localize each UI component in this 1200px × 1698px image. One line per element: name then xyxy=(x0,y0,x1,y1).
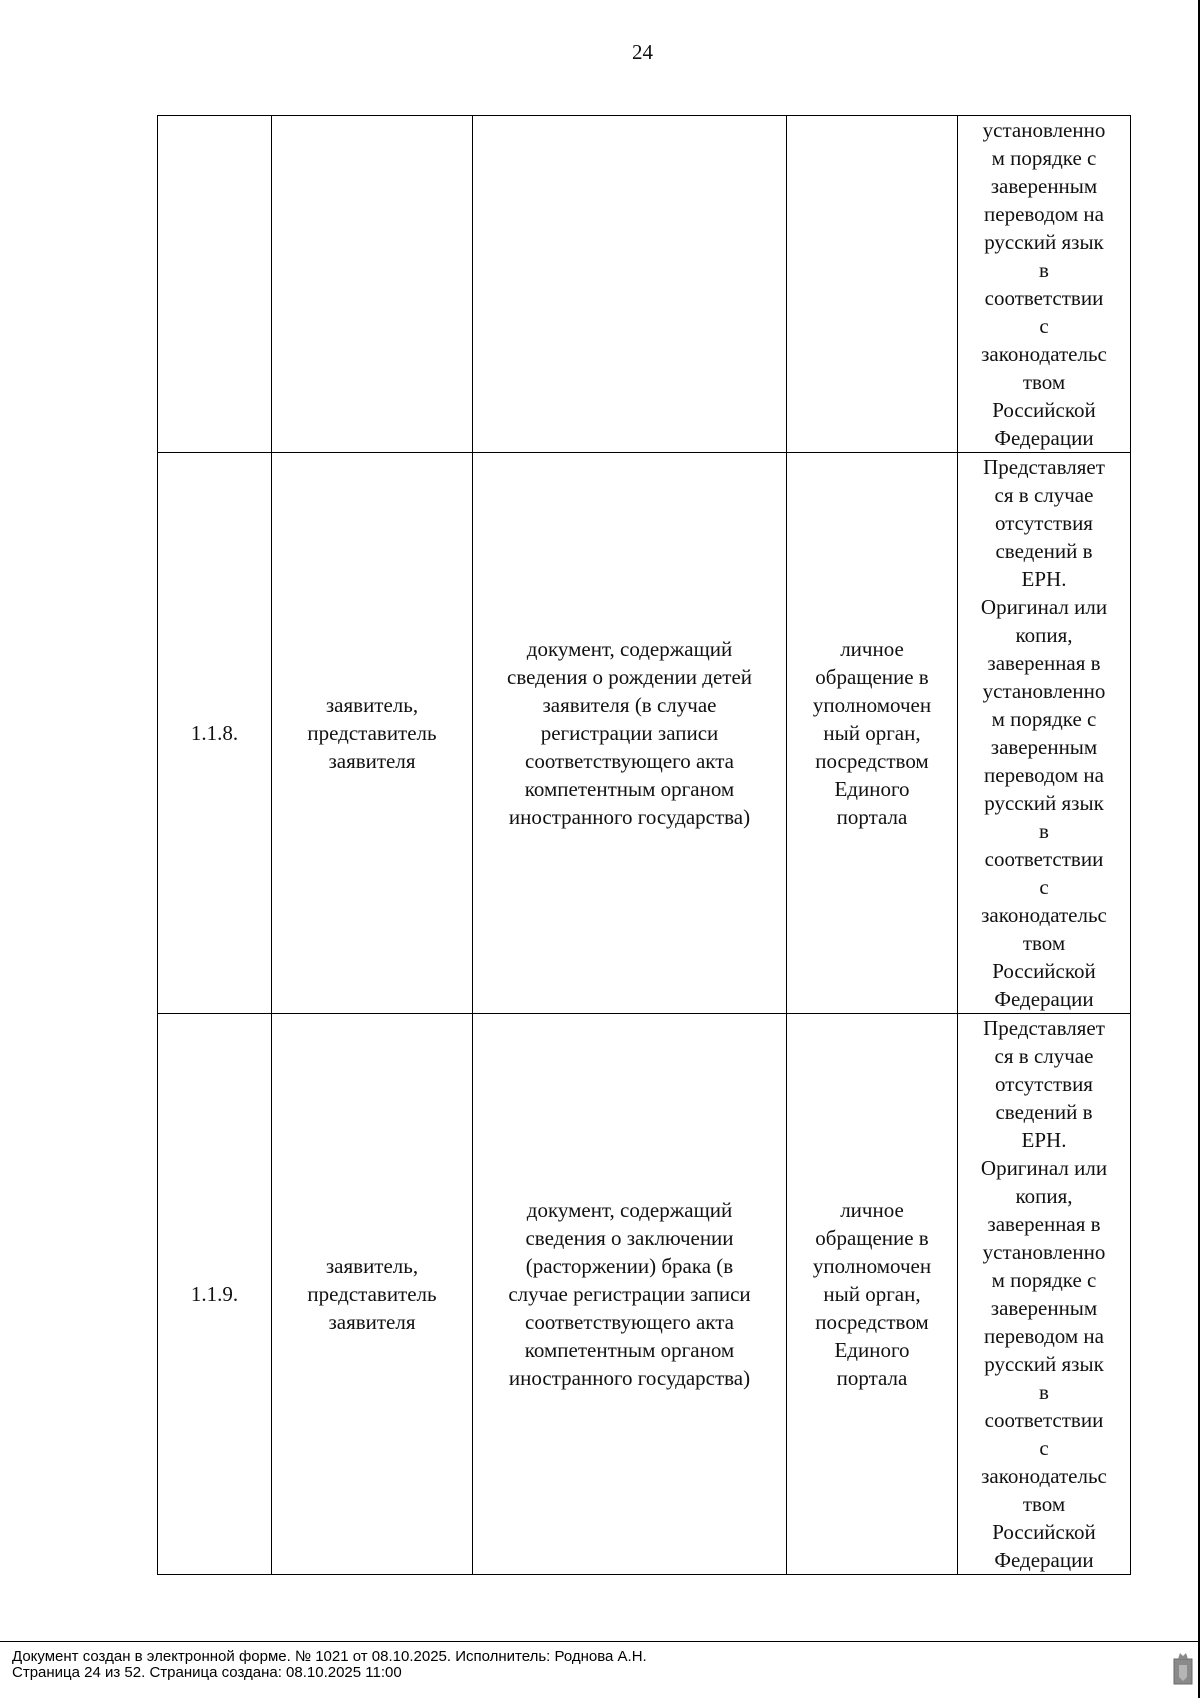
submission-method-cell xyxy=(787,116,958,453)
cell-line: заверенным xyxy=(990,735,1098,759)
cell-line: копия, xyxy=(1015,623,1073,647)
cell-line: законодательс xyxy=(981,342,1107,366)
cell-line: Представляет xyxy=(983,455,1105,479)
cell-line: Единого xyxy=(834,777,910,801)
applicant-cell xyxy=(272,1014,473,1575)
cell-line: заявителя xyxy=(328,749,416,773)
cell-line: заявитель, xyxy=(325,1254,419,1278)
applicant-cell xyxy=(272,116,473,453)
cell-line: соответствующего акта xyxy=(525,749,734,773)
applicant-text xyxy=(307,691,436,775)
cell-line: заверенная в xyxy=(987,651,1101,675)
row-number-cell xyxy=(158,453,272,1014)
submission-method-cell xyxy=(787,453,958,1014)
document-cell xyxy=(473,1014,787,1575)
cell-line: Федерации xyxy=(994,1548,1094,1572)
cell-line: уполномочен xyxy=(812,693,932,717)
cell-line: м порядке с xyxy=(991,1268,1097,1292)
cell-line: установленно xyxy=(982,679,1106,703)
cell-line: Единого xyxy=(834,1338,910,1362)
cell-line: соответствии xyxy=(984,1408,1104,1432)
cell-line: соответствии xyxy=(984,847,1104,871)
cell-line: заявителя (в случае xyxy=(542,693,717,717)
note-cell xyxy=(958,1014,1131,1575)
cell-line: (расторжении) брака (в xyxy=(525,1254,734,1278)
cell-line: иностранного государства) xyxy=(508,1366,751,1390)
cell-line: портала xyxy=(836,805,908,829)
footer-divider xyxy=(0,1641,1198,1642)
note-text xyxy=(981,453,1107,1013)
cell-line: копия, xyxy=(1015,1184,1073,1208)
cell-line: уполномочен xyxy=(812,1254,932,1278)
applicant-cell xyxy=(272,453,473,1014)
cell-line: законодательс xyxy=(981,1464,1107,1488)
footer xyxy=(12,1649,647,1681)
row-number: 1.1.9. xyxy=(190,1282,239,1306)
cell-line: заверенная в xyxy=(987,1212,1101,1236)
cell-line: Российской xyxy=(992,398,1096,422)
cell-line: ный орган, xyxy=(823,721,921,745)
cell-line: сведения о рождении детей xyxy=(507,665,752,689)
cell-line: переводом на xyxy=(984,763,1104,787)
table-row xyxy=(158,453,1131,1014)
applicant-text xyxy=(307,1252,436,1336)
cell-line: документ, содержащий xyxy=(526,1198,733,1222)
cell-line: компетентным органом xyxy=(524,1338,735,1362)
cell-line: обращение в xyxy=(815,1226,929,1250)
cell-line: соответствующего акта xyxy=(525,1310,734,1334)
coat-of-arms-icon xyxy=(1172,1650,1194,1686)
cell-line: русский язык xyxy=(984,1352,1104,1376)
footer-document-info: Документ создан в электронной форме. № 1021 от 08.10.2025. Исполнитель: Роднова А.Н. xyxy=(12,1648,647,1665)
note-text xyxy=(981,1014,1107,1574)
submission-method-cell xyxy=(787,1014,958,1575)
cell-line: установленно xyxy=(982,118,1106,142)
cell-line: регистрации записи xyxy=(540,721,719,745)
document-cell xyxy=(473,453,787,1014)
cell-line: м порядке с xyxy=(991,707,1097,731)
cell-line: переводом на xyxy=(984,202,1104,226)
cell-line: документ, содержащий xyxy=(526,637,733,661)
cell-line: ся в случае xyxy=(994,1044,1094,1068)
cell-line: Российской xyxy=(992,959,1096,983)
document-cell xyxy=(473,116,787,453)
cell-line: законодательс xyxy=(981,903,1107,927)
cell-line: м порядке с xyxy=(991,146,1097,170)
submission-method-text xyxy=(813,1196,931,1392)
row-number: 1.1.8. xyxy=(190,721,239,745)
document-text xyxy=(508,1196,750,1392)
cell-line: ЕРН. xyxy=(1021,1128,1067,1152)
cell-line: иностранного государства) xyxy=(508,805,751,829)
cell-line: заверенным xyxy=(990,1296,1098,1320)
cell-line: отсутствия xyxy=(995,1072,1093,1096)
cell-line: личное xyxy=(840,637,904,661)
cell-line: твом xyxy=(1022,931,1066,955)
cell-line: Оригинал или xyxy=(980,595,1108,619)
table-row xyxy=(158,1014,1131,1575)
documents-table xyxy=(157,115,1131,1575)
cell-line: Представляет xyxy=(983,1016,1105,1040)
cell-line: заявитель, xyxy=(325,693,419,717)
cell-line: случае регистрации записи xyxy=(508,1282,751,1306)
cell-line: в xyxy=(1039,1380,1049,1404)
cell-line: представитель xyxy=(307,1282,437,1306)
cell-line: ЕРН. xyxy=(1021,567,1067,591)
cell-line: портала xyxy=(836,1366,908,1390)
cell-line: ный орган, xyxy=(823,1282,921,1306)
table-row xyxy=(158,116,1131,453)
cell-line: компетентным органом xyxy=(524,777,735,801)
submission-method-text xyxy=(813,635,931,831)
cell-line: ся в случае xyxy=(994,483,1094,507)
cell-line: посредством xyxy=(815,749,929,773)
note-cell xyxy=(958,116,1131,453)
cell-line: твом xyxy=(1022,1492,1066,1516)
cell-line: установленно xyxy=(982,1240,1106,1264)
cell-line: русский язык xyxy=(984,230,1104,254)
cell-line: переводом на xyxy=(984,1324,1104,1348)
cell-line: сведений в xyxy=(995,539,1093,563)
cell-line: сведения о заключении xyxy=(525,1226,734,1250)
cell-line: в xyxy=(1039,819,1049,843)
cell-line: Федерации xyxy=(994,426,1094,450)
row-number-cell xyxy=(158,1014,272,1575)
note-cell xyxy=(958,453,1131,1014)
cell-line: сведений в xyxy=(995,1100,1093,1124)
cell-line: обращение в xyxy=(815,665,929,689)
cell-line: Оригинал или xyxy=(980,1156,1108,1180)
cell-line: личное xyxy=(840,1198,904,1222)
cell-line: Федерации xyxy=(994,987,1094,1011)
row-number-cell xyxy=(158,116,272,453)
cell-line: представитель xyxy=(307,721,437,745)
cell-line: с xyxy=(1039,314,1049,338)
cell-line: отсутствия xyxy=(995,511,1093,535)
page-number: 24 xyxy=(632,40,653,64)
cell-line: заявителя xyxy=(328,1310,416,1334)
cell-line: Российской xyxy=(992,1520,1096,1544)
cell-line: посредством xyxy=(815,1310,929,1334)
cell-line: с xyxy=(1039,875,1049,899)
footer-page-info: Страница 24 из 52. Страница создана: 08.10.2025 11:00 xyxy=(12,1664,402,1681)
document-text xyxy=(507,635,752,831)
cell-line: в xyxy=(1039,258,1049,282)
cell-line: соответствии xyxy=(984,286,1104,310)
cell-line: твом xyxy=(1022,370,1066,394)
cell-line: заверенным xyxy=(990,174,1098,198)
cell-line: с xyxy=(1039,1436,1049,1460)
note-text xyxy=(981,116,1107,452)
cell-line: русский язык xyxy=(984,791,1104,815)
